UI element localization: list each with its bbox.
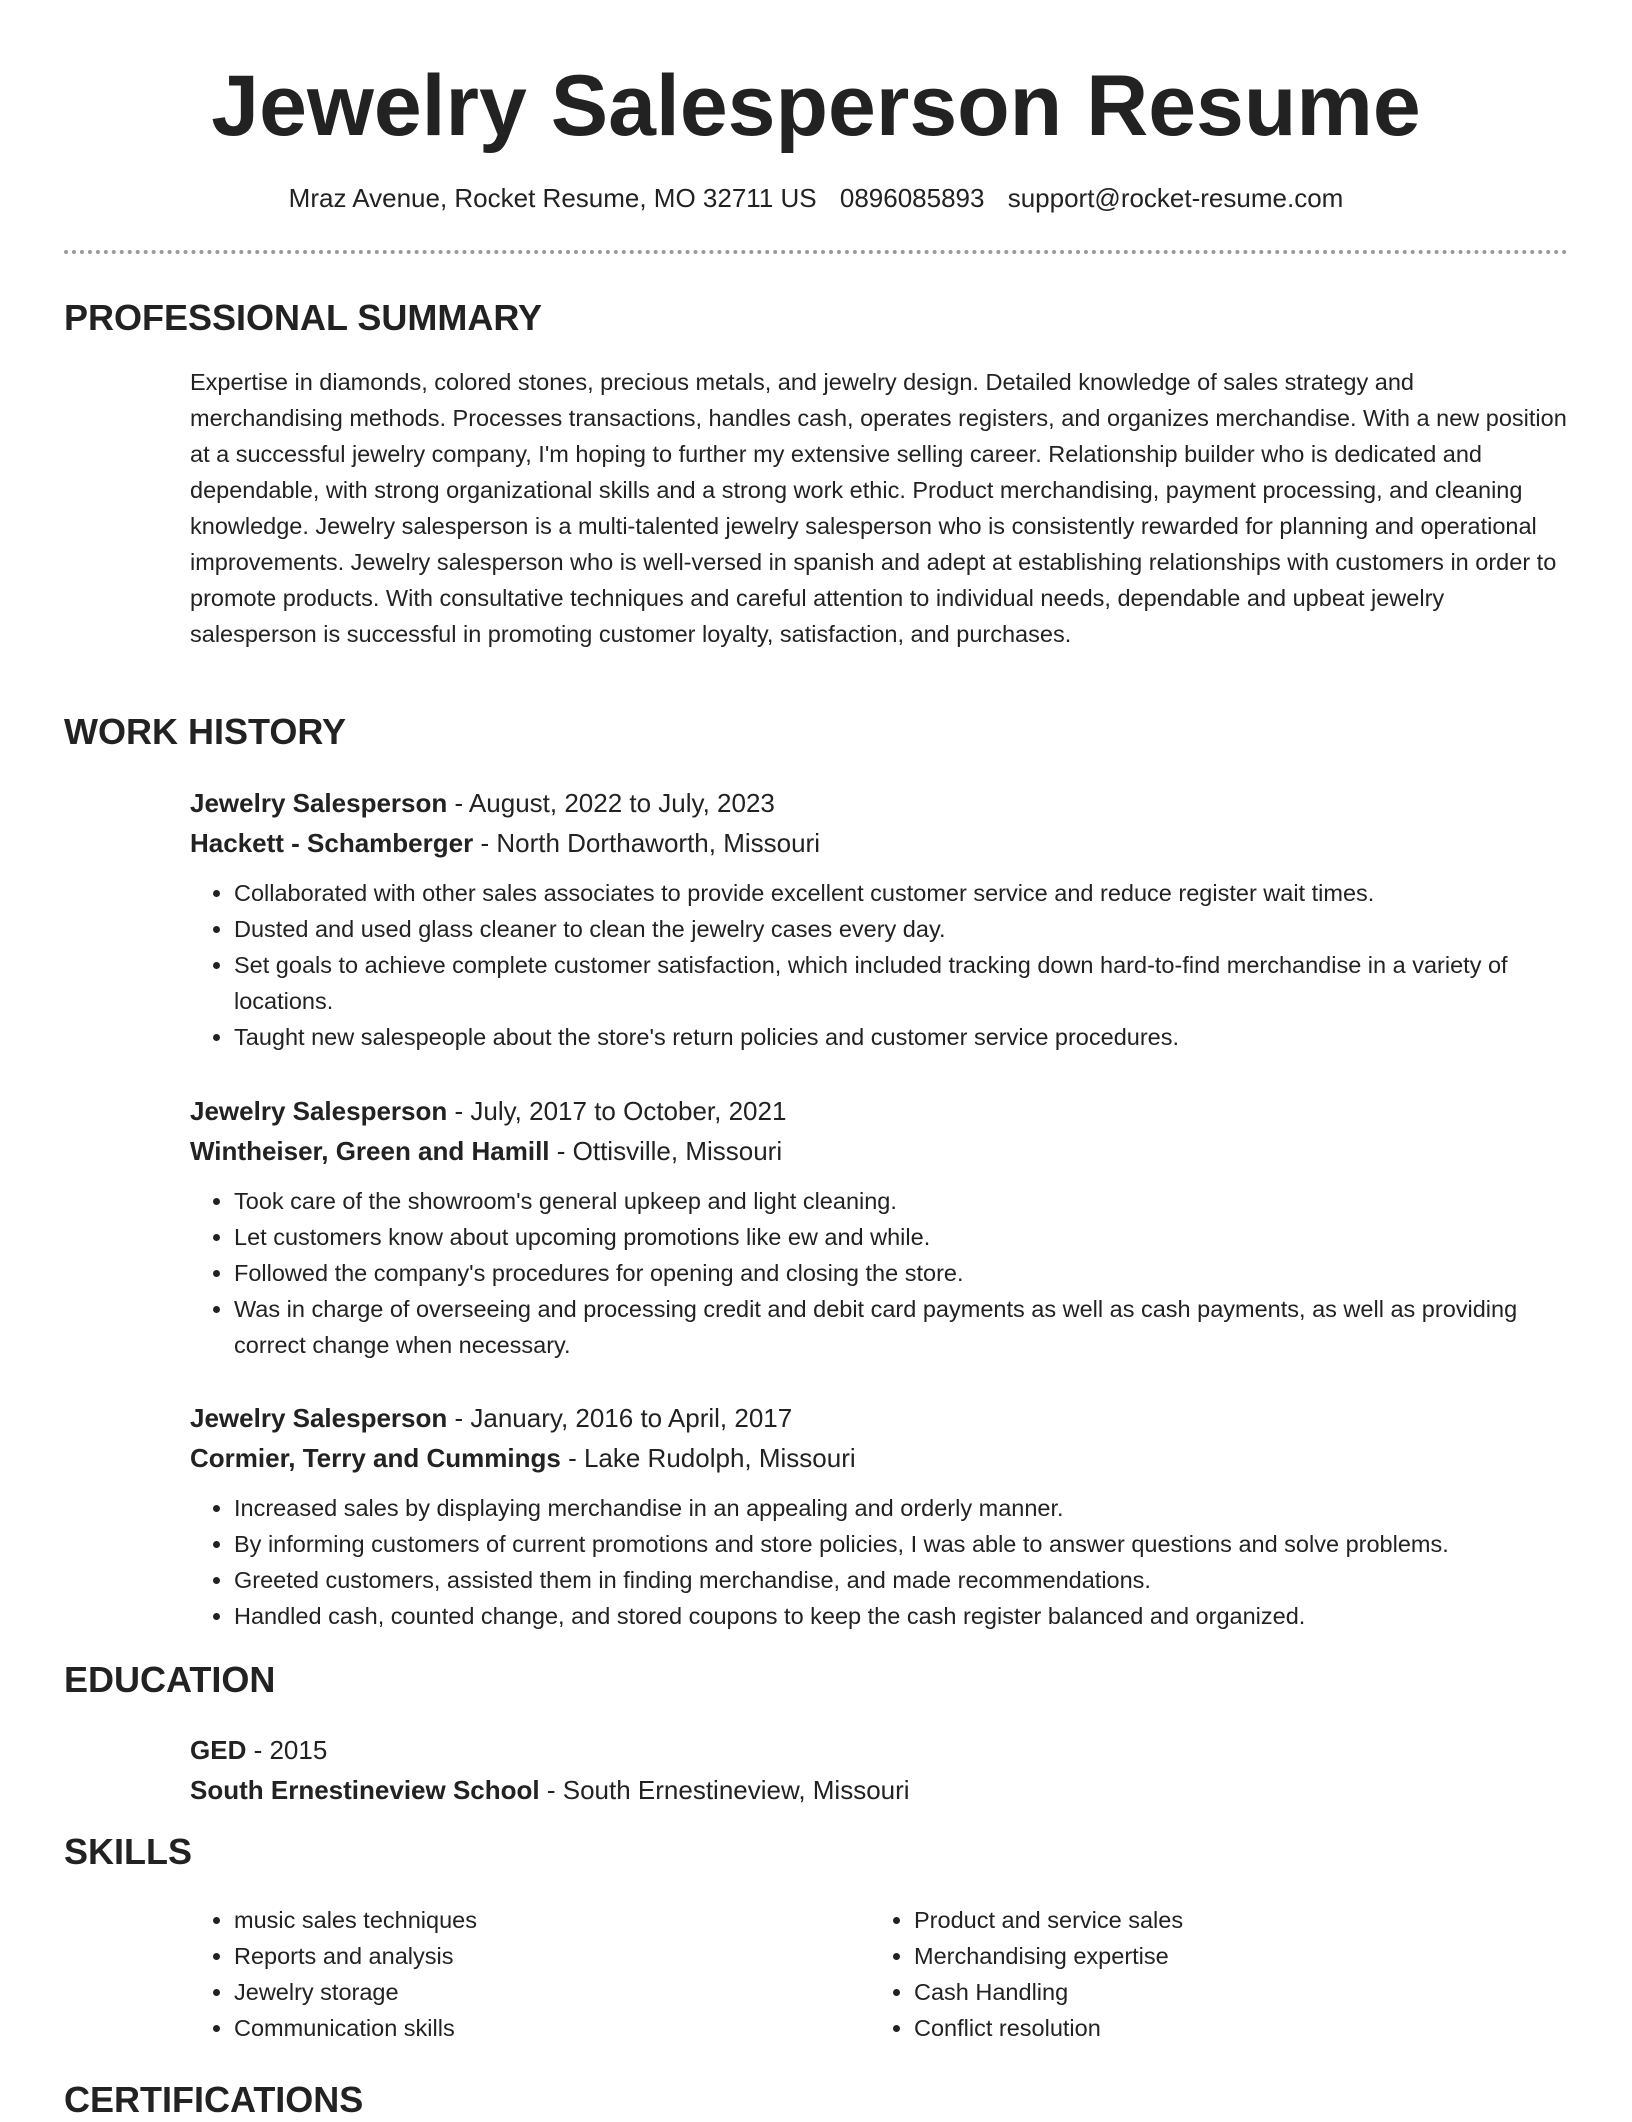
job-title-line [190, 783, 1570, 823]
job-company-line [190, 1131, 1570, 1171]
list-item: • Cash Handling [914, 1974, 1183, 2010]
contact-phone: 0896085893 [839, 183, 985, 213]
list-item: • Taught new salespeople about the store's return policies and customer service procedures. [234, 1019, 1570, 1055]
job-entry [190, 1398, 1570, 1634]
job-bullets [190, 875, 1570, 1055]
job-title-line [190, 1091, 1570, 1131]
job-company-line [190, 1438, 1570, 1478]
list-item: • Greeted customers, assisted them in finding merchandise, and made recommendations. [234, 1562, 1570, 1598]
job-title: Jewelry Salesperson [190, 1096, 448, 1126]
list-item: • Conflict resolution [914, 2010, 1183, 2046]
education-heading: EDUCATION [64, 1659, 276, 1700]
list-item: • By informing customers of current promotions and store policies, I was able to answer questions and solve problems. [234, 1526, 1570, 1562]
list-item: • Merchandising expertise [914, 1938, 1183, 1974]
degree-line [190, 1730, 1570, 1770]
header-divider [64, 250, 1568, 254]
contact-line [0, 180, 1632, 216]
job-dates: - January, 2016 to April, 2017 [447, 1403, 793, 1433]
job-entry [190, 1091, 1570, 1363]
job-dates: - July, 2017 to October, 2021 [447, 1096, 787, 1126]
degree: GED [190, 1735, 247, 1765]
list-item: • Collaborated with other sales associates to provide excellent customer service and reduce register wait times. [234, 875, 1570, 911]
list-item: • Took care of the showroom's general upkeep and light cleaning. [234, 1183, 1570, 1219]
job-dates: - August, 2022 to July, 2023 [447, 788, 775, 818]
list-item: • Dusted and used glass cleaner to clean the jewelry cases every day. [234, 911, 1570, 947]
school-line [190, 1770, 1570, 1810]
list-item: • Let customers know about upcoming promotions like ew and while. [234, 1219, 1570, 1255]
list-item: • Handled cash, counted change, and stored coupons to keep the cash register balanced and organized. [234, 1598, 1570, 1634]
job-company: Cormier, Terry and Cummings [190, 1443, 561, 1473]
contact-email: support@rocket-resume.com [1007, 183, 1344, 213]
list-item: • music sales techniques [234, 1902, 477, 1938]
skills-column-right [870, 1902, 1183, 2046]
job-title: Jewelry Salesperson [190, 1403, 448, 1433]
degree-year: - 2015 [246, 1735, 328, 1765]
job-title: Jewelry Salesperson [190, 788, 448, 818]
job-company: Hackett - Schamberger [190, 828, 474, 858]
certifications-heading: CERTIFICATIONS [64, 2079, 364, 2120]
job-title-line [190, 1398, 1570, 1438]
job-entry [190, 783, 1570, 1055]
list-item: • Followed the company's procedures for opening and closing the store. [234, 1255, 1570, 1291]
summary-text: Expertise in diamonds, colored stones, precious metals, and jewelry design. Detailed knowledge of sales strategy and merchandising methods. Processes transactions, handles cash, operates registers, and organizes merchandise. With a new position at a successful jewelry company, I'm hoping to further my extensive selling career. Relationship builder who is dedicated and dependable, with strong organizational skills and a strong work ethic. Product merchandising, payment processing, and cleaning knowledge. Jewelry salesperson is a multi-talented jewelry salesperson who is consistently rewarded for planning and operational improvements. Jewelry salesperson who is well-versed in spanish and adept at establishing relationships with customers in order to promote products. With consultative techniques and careful attention to individual needs, dependable and upbeat jewelry salesperson is successful in promoting customer loyalty, satisfaction, and purchases. [190, 369, 1567, 647]
work-history-heading: WORK HISTORY [64, 711, 347, 752]
resume-title: Jewelry Salesperson Resume [211, 58, 1421, 154]
school-name: South Ernestineview School [190, 1775, 540, 1805]
list-item: • Was in charge of overseeing and processing credit and debit card payments as well as cash payments, as well as providing correct change when necessary. [234, 1291, 1570, 1363]
contact-address: Mraz Avenue, Rocket Resume, MO 32711 US [288, 183, 817, 213]
list-item: • Communication skills [234, 2010, 477, 2046]
job-bullets [190, 1490, 1570, 1634]
job-location: - Lake Rudolph, Missouri [560, 1443, 856, 1473]
education-entry [190, 1730, 1570, 1810]
list-item: • Product and service sales [914, 1902, 1183, 1938]
job-location: - Ottisville, Missouri [549, 1136, 783, 1166]
job-company: Wintheiser, Green and Hamill [190, 1136, 550, 1166]
list-item: • Jewelry storage [234, 1974, 477, 2010]
skills-heading: SKILLS [64, 1831, 193, 1872]
skills-column-left [190, 1902, 477, 2046]
summary-heading: PROFESSIONAL SUMMARY [64, 297, 543, 338]
list-item: • Increased sales by displaying merchandise in an appealing and orderly manner. [234, 1490, 1570, 1526]
job-location: - North Dorthaworth, Missouri [473, 828, 820, 858]
school-location: - South Ernestineview, Missouri [539, 1775, 910, 1805]
list-item: • Reports and analysis [234, 1938, 477, 1974]
job-bullets [190, 1183, 1570, 1363]
job-company-line [190, 823, 1570, 863]
list-item: • Set goals to achieve complete customer satisfaction, which included tracking down hard-to-find merchandise in a variety of locations. [234, 947, 1570, 1019]
